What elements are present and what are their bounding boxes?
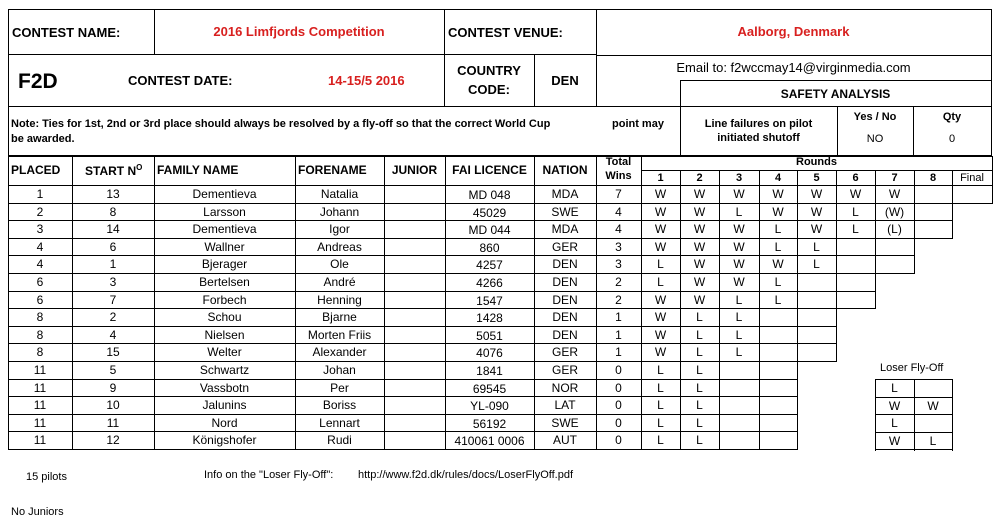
cell-nation: SWE <box>551 205 579 219</box>
cell-nation: DEN <box>552 328 578 342</box>
cell-round-result: L <box>735 328 743 342</box>
col-placed: PLACED <box>11 163 61 177</box>
cell-total-wins: 1 <box>615 328 622 342</box>
cell-round-result: W <box>733 275 745 289</box>
cell-round-result: L <box>657 363 664 377</box>
cell-round-result: L <box>696 433 703 447</box>
cell-fai-licence: MD 044 <box>468 223 511 237</box>
cell-forename: Morten Friis <box>307 328 372 342</box>
cell-round-result: W <box>693 257 706 271</box>
col-total-wins-2: Wins <box>605 170 632 182</box>
cell-round-result: L <box>852 222 859 236</box>
cell-fai-licence: 5051 <box>476 329 503 343</box>
col-start-no: START $N^O$ <box>85 163 143 178</box>
qty-label: Qty <box>942 111 962 123</box>
contest-date: 14-15/5 2016 <box>328 73 405 88</box>
cell-total-wins: 4 <box>615 205 622 219</box>
cell-nation: GER <box>551 363 578 377</box>
cell-round-result: (W) <box>884 205 905 219</box>
cell-total-wins: 2 <box>615 275 622 289</box>
cell-forename: Rudi <box>327 433 352 447</box>
contest-name: 2016 Limfjords Competition <box>213 24 385 39</box>
tie-note-tail: point may <box>612 118 664 130</box>
col-forename: FORENAME <box>298 163 367 177</box>
cell-round-result: L <box>657 398 664 412</box>
col-round-7: 7 <box>891 172 898 184</box>
cell-fai-licence: 410061 0006 <box>454 434 525 448</box>
loser-flyoff-info-link[interactable]: http://www.f2d.dk/rules/docs/LoserFlyOff.pdf <box>358 469 574 481</box>
col-junior: JUNIOR <box>391 163 438 177</box>
cell-start-no: 12 <box>106 433 120 447</box>
cell-round-result: W <box>693 222 706 236</box>
cell-round-result: W <box>772 257 784 271</box>
cell-fai-licence: 4266 <box>476 276 503 290</box>
cell-round-result: W <box>654 310 667 324</box>
yes-no-label: Yes / No <box>853 111 897 123</box>
cell-nation: GER <box>551 345 578 359</box>
contest-date-label: CONTEST DATE: <box>128 73 233 88</box>
cell-round-result: L <box>852 205 859 219</box>
cell-round-result: W <box>810 187 823 201</box>
cell-round-result: W <box>810 205 823 219</box>
cell-round-result: W <box>654 187 667 201</box>
cell-start-no: 1 <box>109 257 117 271</box>
col-round-1: 1 <box>657 172 664 184</box>
cell-round-result: L <box>774 293 782 307</box>
cell-nation: AUT <box>553 433 577 447</box>
cell-placed: 11 <box>33 398 47 412</box>
yes-no-value: NO <box>866 133 884 145</box>
cell-round-result: W <box>693 293 706 307</box>
cell-total-wins: 3 <box>615 240 622 254</box>
cell-round-result: L <box>813 240 820 254</box>
country-code-label: COUNTRY <box>457 63 521 78</box>
cell-total-wins: 1 <box>615 310 622 324</box>
cell-nation: DEN <box>552 293 578 307</box>
cell-round-result: L <box>735 205 743 219</box>
cell-start-no: 11 <box>106 416 120 430</box>
col-round-6: 6 <box>852 172 859 184</box>
col-fai-licence: FAI LICENCE <box>452 163 527 177</box>
loser-flyoff-result: W <box>888 434 901 448</box>
cell-nation: SWE <box>551 416 579 430</box>
cell-fai-licence: 4076 <box>476 346 503 360</box>
cell-start-no: 15 <box>106 345 120 359</box>
juniors-note: No Juniors <box>11 506 64 518</box>
col-round-5: 5 <box>813 172 820 184</box>
cell-forename: Johan <box>323 363 356 377</box>
cell-total-wins: 0 <box>615 433 622 447</box>
cell-round-result: (L) <box>887 222 902 236</box>
contest-venue: Aalborg, Denmark <box>737 24 850 39</box>
col-family-name: FAMILY NAME <box>157 163 239 177</box>
country-code: DEN <box>551 73 579 88</box>
cell-placed: 8 <box>36 310 44 324</box>
cell-total-wins: 7 <box>615 187 622 201</box>
loser-flyoff-result: W <box>927 399 939 413</box>
cell-fai-licence: 1428 <box>476 311 503 325</box>
cell-forename: Alexander <box>312 345 367 359</box>
cell-round-result: W <box>654 205 667 219</box>
cell-round-result: W <box>654 222 667 236</box>
cell-fai-licence: MD 048 <box>468 188 511 202</box>
cell-family-name: Nord <box>211 416 238 430</box>
loser-flyoff-info-label: Info on the "Loser Fly-Off": <box>204 469 334 481</box>
cell-forename: Boriss <box>322 398 357 412</box>
cell-round-result: L <box>657 433 664 447</box>
cell-forename: Henning <box>317 293 362 307</box>
cell-round-result: W <box>693 275 706 289</box>
col-start-no-sup: O <box>136 163 143 172</box>
cell-forename: Per <box>330 381 349 395</box>
cell-round-result: L <box>657 416 664 430</box>
cell-fai-licence: 56192 <box>472 417 507 431</box>
cell-family-name: Wallner <box>204 240 245 254</box>
cell-round-result: L <box>657 275 664 289</box>
cell-nation: MDA <box>551 222 579 236</box>
cell-fai-licence: 4257 <box>476 258 503 272</box>
cell-placed: 2 <box>36 205 44 219</box>
col-round-8: 8 <box>929 172 937 184</box>
cell-placed: 11 <box>33 433 47 447</box>
cell-family-name: Dementieva <box>192 222 257 236</box>
cell-family-name: Bertelsen <box>199 275 250 289</box>
cell-total-wins: 1 <box>615 345 622 359</box>
safety-analysis-title: SAFETY ANALYSIS <box>780 87 891 101</box>
cell-round-result: L <box>657 381 664 395</box>
cell-start-no: 10 <box>106 398 120 412</box>
cell-family-name: Bjerager <box>201 257 248 271</box>
cell-round-result: L <box>696 416 703 430</box>
cell-fai-licence: 860 <box>479 241 500 255</box>
cell-round-result: L <box>696 310 703 324</box>
cell-start-no: 13 <box>106 187 120 201</box>
cell-round-result: W <box>849 187 862 201</box>
cell-round-result: W <box>654 293 667 307</box>
cell-round-result: W <box>693 187 706 201</box>
cell-forename: Lennart <box>319 416 360 430</box>
cell-round-result: L <box>696 345 703 359</box>
cell-total-wins: 2 <box>615 293 622 307</box>
cell-start-no: 8 <box>109 205 117 219</box>
cell-family-name: Forbech <box>202 293 247 307</box>
cell-round-result: L <box>735 345 743 359</box>
col-final: Final <box>960 172 984 184</box>
cell-family-name: Nielsen <box>204 328 245 342</box>
cell-fai-licence: 1547 <box>476 294 503 308</box>
cell-round-result: W <box>888 187 901 201</box>
line-failures-label: Line failures on pilot <box>704 118 813 130</box>
cell-nation: GER <box>551 240 578 254</box>
col-round-3: 3 <box>735 172 743 184</box>
cell-nation: DEN <box>552 310 578 324</box>
cell-nation: NOR <box>551 381 579 395</box>
cell-nation: LAT <box>554 398 576 412</box>
loser-flyoff-result: W <box>888 399 901 413</box>
cell-start-no: 9 <box>109 381 117 395</box>
pilot-count: 15 pilots <box>26 471 67 483</box>
cell-round-result: L <box>657 257 664 271</box>
cell-family-name: Larsson <box>203 205 246 219</box>
cell-round-result: W <box>654 328 667 342</box>
cell-forename: Andreas <box>317 240 362 254</box>
cell-round-result: W <box>733 222 745 236</box>
cell-forename: Natalia <box>320 187 359 201</box>
cell-round-result: W <box>772 187 784 201</box>
qty-value: 0 <box>948 133 956 145</box>
cell-placed: 6 <box>36 275 44 289</box>
cell-start-no: 3 <box>109 275 117 289</box>
cell-family-name: Schwartz <box>199 363 250 377</box>
cell-round-result: L <box>735 310 743 324</box>
email-contact[interactable]: Email to: f2wccmay14@virginmedia.com <box>676 60 911 75</box>
cell-nation: MDA <box>551 187 579 201</box>
cell-total-wins: 0 <box>615 416 622 430</box>
cell-round-result: W <box>693 240 706 254</box>
cell-round-result: W <box>693 205 706 219</box>
cell-round-result: L <box>735 293 743 307</box>
cell-round-result: L <box>696 398 703 412</box>
cell-placed: 11 <box>33 416 47 430</box>
cell-round-result: L <box>696 381 703 395</box>
cell-nation: DEN <box>552 275 578 289</box>
cell-placed: 11 <box>33 381 47 395</box>
cell-round-result: W <box>772 205 784 219</box>
col-total-wins: Total <box>605 156 632 168</box>
cell-forename: Bjarne <box>322 310 357 324</box>
cell-start-no: 5 <box>109 363 117 377</box>
cell-start-no: 4 <box>109 328 117 342</box>
cell-nation: DEN <box>552 257 578 271</box>
cell-fai-licence: 1841 <box>476 364 503 378</box>
cell-total-wins: 0 <box>615 363 622 377</box>
cell-total-wins: 3 <box>615 257 622 271</box>
cell-round-result: L <box>774 275 782 289</box>
contest-venue-label: CONTEST VENUE: <box>448 25 563 40</box>
tie-note: Note: Ties for 1st, 2nd or 3rd place should always be resolved by a fly-off so that the correct World Cup <box>11 118 551 130</box>
cell-round-result: L <box>696 363 703 377</box>
cell-round-result: L <box>696 328 703 342</box>
cell-start-no: 7 <box>109 293 117 307</box>
cell-placed: 11 <box>33 363 47 377</box>
contest-class: F2D <box>18 70 58 93</box>
cell-total-wins: 0 <box>615 398 622 412</box>
cell-family-name: Welter <box>207 345 242 359</box>
cell-placed: 4 <box>36 240 44 254</box>
cell-round-result: W <box>810 222 823 236</box>
cell-round-result: L <box>774 222 782 236</box>
col-rounds: Rounds <box>796 156 837 168</box>
cell-placed: 6 <box>36 293 44 307</box>
cell-family-name: Königshofer <box>192 433 257 447</box>
cell-forename: André <box>323 275 356 289</box>
col-nation: NATION <box>542 163 588 177</box>
contest-name-label: CONTEST NAME: <box>12 25 121 40</box>
cell-start-no: 14 <box>106 222 120 236</box>
cell-fai-licence: 45029 <box>472 206 507 220</box>
cell-round-result: W <box>654 345 667 359</box>
loser-flyoff-result: L <box>891 416 898 430</box>
cell-round-result: L <box>813 257 820 271</box>
loser-flyoff-result: L <box>891 381 898 395</box>
cell-placed: 1 <box>36 187 44 201</box>
cell-start-no: 2 <box>109 310 117 324</box>
loser-flyoff-title: Loser Fly-Off <box>880 362 944 374</box>
cell-placed: 8 <box>36 328 44 342</box>
cell-family-name: Dementieva <box>192 187 257 201</box>
cell-round-result: W <box>654 240 667 254</box>
cell-round-result: W <box>733 187 745 201</box>
col-round-4: 4 <box>774 172 782 184</box>
col-round-2: 2 <box>696 172 703 184</box>
cell-forename: Johann <box>319 205 360 219</box>
loser-flyoff-result: L <box>929 434 937 448</box>
cell-placed: 4 <box>36 257 44 271</box>
cell-total-wins: 0 <box>615 381 622 395</box>
cell-start-no: 6 <box>109 240 117 254</box>
cell-forename: Igor <box>329 222 350 236</box>
cell-family-name: Vassbotn <box>199 381 250 395</box>
cell-family-name: Schou <box>207 310 242 324</box>
cell-round-result: W <box>733 240 745 254</box>
cell-placed: 3 <box>36 222 44 236</box>
cell-fai-licence: 69545 <box>472 382 507 396</box>
cell-total-wins: 4 <box>615 222 622 236</box>
cell-family-name: Jalunins <box>202 398 247 412</box>
country-code-label-2: CODE: <box>468 82 510 97</box>
cell-round-result: L <box>774 240 782 254</box>
tie-note-cont: be awarded. <box>11 133 75 145</box>
cell-placed: 8 <box>36 345 44 359</box>
cell-round-result: W <box>733 257 745 271</box>
line-failures-label-2: initiated shutoff <box>717 132 800 144</box>
cell-forename: Ole <box>330 257 349 271</box>
cell-fai-licence: YL-090 <box>470 399 509 413</box>
